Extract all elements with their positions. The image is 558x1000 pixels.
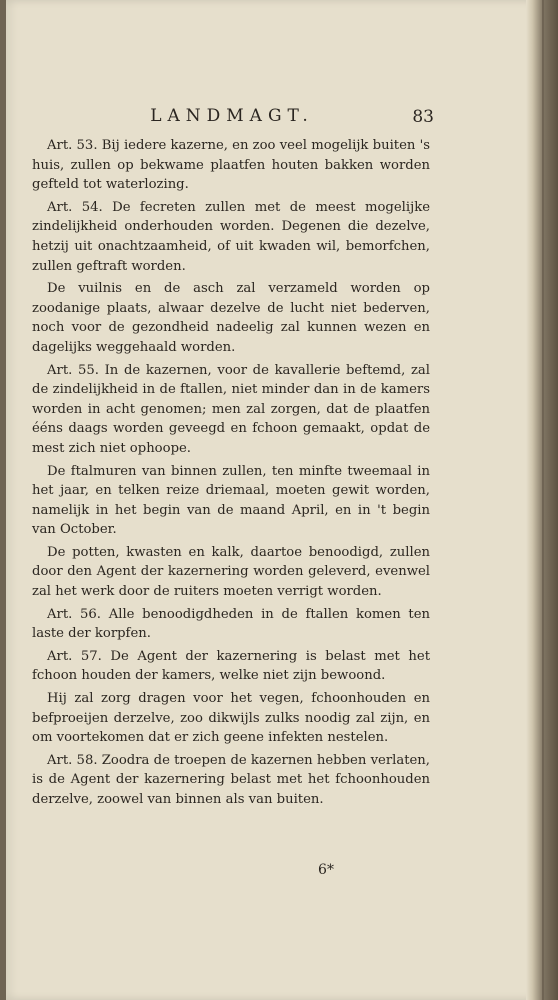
paragraph-art-53: Art. 53. Bij iedere kazerne, en zoo veel mogelijk buiten 's huis, zullen op bekwame plaatfen houten bakken worden gefteld tot waterlozing. xyxy=(32,138,430,193)
page-number: 83 xyxy=(412,107,434,127)
paragraph-potten: De potten, kwasten en kalk, daartoe benoodigd, zullen door den Agent der kazernering worden geleverd, evenwel zal het werk door de ruiters moeten verrigt worden. xyxy=(32,544,430,600)
paragraph-art-55: Art. 55. In de kazernen, voor de kavallerie beftemd, zal de zindelijkheid in de ftallen, niet minder dan in de kamers worden in acht genomen; men zal zorgen, dat de plaatfen ééns daags worden geveegd en fchoon gemaakt, opdat de mest zich niet ophoope. xyxy=(32,362,430,456)
binding-background xyxy=(544,0,558,1000)
paragraph-vegen: Hij zal zorg dragen voor het vegen, fchoonhouden en befproeijen derzelve, zoo dikwijls zulks noodig zal zijn, en om voortekomen dat er zich geene infekten nestelen. xyxy=(32,691,430,746)
paragraph-art-58: Art. 58. Zoodra de troepen de kazernen hebben verlaten, is de Agent der kazernering belast met het fchoonhouden derzelve, zoowel van binnen als van buiten. xyxy=(32,752,430,807)
paragraph-art-54: Art. 54. De fecreten zullen met de meest mogelijke zindelijkheid onderhouden worden. Degenen die dezelve, hetzij uit onachtzaamheid, of uit kwaden wil, bemorfchen, zullen geftraft worden. xyxy=(32,199,430,274)
signature-mark: 6* xyxy=(318,862,334,878)
page-edge-shadow xyxy=(526,0,542,1000)
paragraph-art-57: Art. 57. De Agent der kazernering is belast met het fchoon houden der kamers, welke niet zijn bewoond. xyxy=(32,648,430,684)
paragraph-art-56: Art. 56. Alle benoodigdheden in de ftallen komen ten laste der korpfen. xyxy=(32,606,430,642)
running-head: LANDMAGT. xyxy=(150,106,314,126)
body-text xyxy=(32,136,430,813)
paragraph-stalmuren: De ftalmuren van binnen zullen, ten minfte tweemaal in het jaar, en telken reize driemaal, moeten gewit worden, namelijk in het begin van de maand April, en in 't begin van October. xyxy=(32,463,430,538)
paragraph-vuilnis: De vuilnis en de asch zal verzameld worden op zoodanige plaats, alwaar dezelve de lucht niet bederven, noch voor de gezondheid nadeelig zal kunnen wezen en dagelijks weggehaald worden. xyxy=(32,281,430,355)
